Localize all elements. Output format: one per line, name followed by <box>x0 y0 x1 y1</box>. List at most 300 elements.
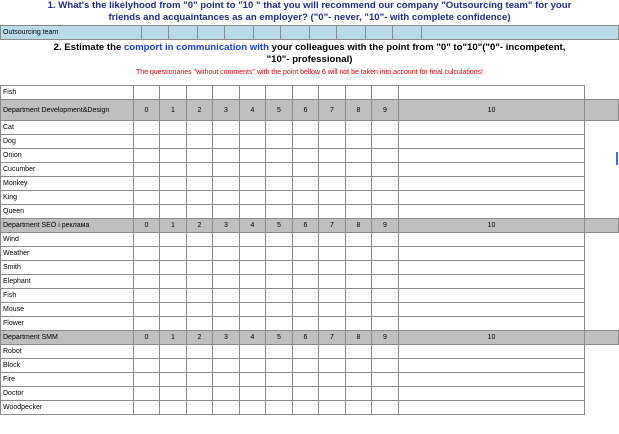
table-row <box>1 289 619 303</box>
rating-cell[interactable] <box>346 135 372 149</box>
scale-label: 1 <box>160 331 187 345</box>
rating-cell[interactable] <box>346 86 372 100</box>
rating-cell[interactable] <box>187 373 213 387</box>
rating-cell[interactable] <box>266 275 293 289</box>
scale-label: 0 <box>134 100 160 121</box>
rating-cell[interactable] <box>213 121 240 135</box>
scale-label: 9 <box>372 100 399 121</box>
rating-cell[interactable] <box>160 121 187 135</box>
table-row <box>1 86 619 100</box>
department-name: Department Development&Design <box>1 100 134 121</box>
rating-cell[interactable] <box>213 177 240 191</box>
rating-cell[interactable] <box>346 401 372 415</box>
rating-cell[interactable] <box>399 135 585 149</box>
scale-label: 0 <box>134 219 160 233</box>
scale-label: 6 <box>293 331 319 345</box>
rating-cell[interactable] <box>266 86 293 100</box>
scale-label: 5 <box>266 331 293 345</box>
rating-cell[interactable] <box>134 303 160 317</box>
rating-cell[interactable] <box>213 149 240 163</box>
rating-cell[interactable] <box>160 387 187 401</box>
rating-cell[interactable] <box>372 359 399 373</box>
rating-cell[interactable] <box>372 191 399 205</box>
rating-cell[interactable] <box>134 373 160 387</box>
rating-cell[interactable] <box>372 401 399 415</box>
rating-cell[interactable] <box>187 387 213 401</box>
rating-cell[interactable] <box>399 177 585 191</box>
rating-cell[interactable] <box>213 233 240 247</box>
rating-cell[interactable] <box>293 191 319 205</box>
rating-cell[interactable] <box>319 303 346 317</box>
rating-cell[interactable] <box>187 191 213 205</box>
rating-cell[interactable] <box>266 261 293 275</box>
rating-cell[interactable] <box>187 303 213 317</box>
rating-cell[interactable] <box>346 149 372 163</box>
rating-cell[interactable] <box>160 261 187 275</box>
rating-cell[interactable] <box>293 177 319 191</box>
rating-cell[interactable] <box>319 163 346 177</box>
rating-cell[interactable] <box>266 135 293 149</box>
rating-cell[interactable] <box>134 135 160 149</box>
rating-cell[interactable] <box>372 149 399 163</box>
rating-cell[interactable] <box>399 359 585 373</box>
rating-cell[interactable] <box>160 177 187 191</box>
table-row <box>1 345 619 359</box>
person-name: Robot <box>1 345 134 359</box>
person-name: Dog <box>1 135 134 149</box>
outsourcing-label: Outsourcing team <box>1 26 142 40</box>
scale-label: 1 <box>160 100 187 121</box>
rating-cell[interactable] <box>372 177 399 191</box>
person-name: King <box>1 191 134 205</box>
rating-cell[interactable] <box>240 191 266 205</box>
table-row <box>1 135 619 149</box>
rating-cell[interactable] <box>160 303 187 317</box>
table-row <box>1 163 619 177</box>
rating-cell[interactable] <box>240 275 266 289</box>
rating-cell[interactable] <box>213 205 240 219</box>
rating-cell[interactable] <box>240 177 266 191</box>
rating-cell[interactable] <box>240 86 266 100</box>
rating-cell[interactable] <box>266 177 293 191</box>
rating-cell[interactable] <box>134 163 160 177</box>
rating-cell[interactable] <box>134 191 160 205</box>
rating-cell[interactable] <box>319 289 346 303</box>
rating-cell[interactable] <box>160 401 187 415</box>
rating-cell[interactable] <box>399 289 585 303</box>
rating-cell[interactable] <box>293 345 319 359</box>
person-name: Mouse <box>1 303 134 317</box>
rating-cell[interactable] <box>319 373 346 387</box>
rating-cell[interactable] <box>372 345 399 359</box>
rating-cell[interactable] <box>372 289 399 303</box>
rating-cell[interactable] <box>213 345 240 359</box>
rating-cell[interactable] <box>399 373 585 387</box>
rating-cell[interactable] <box>160 163 187 177</box>
scale-label: 9 <box>372 219 399 233</box>
person-name: Elephant <box>1 275 134 289</box>
rating-cell[interactable] <box>319 191 346 205</box>
rating-cell[interactable] <box>319 149 346 163</box>
question-2-line-2: "10"- professional) <box>266 53 353 65</box>
question-2 <box>0 42 619 66</box>
warning-note: The questionaries "without comments" with the point bellow 6 will not be taken into account for final culculations! <box>136 69 483 76</box>
rating-cell[interactable] <box>399 233 585 247</box>
rating-cell[interactable] <box>372 387 399 401</box>
rating-cell[interactable] <box>293 401 319 415</box>
rating-cell[interactable] <box>319 86 346 100</box>
rating-cell[interactable] <box>213 317 240 331</box>
rating-cell[interactable] <box>266 233 293 247</box>
rating-cell[interactable] <box>187 275 213 289</box>
rating-cell[interactable] <box>346 303 372 317</box>
rating-cell[interactable] <box>187 233 213 247</box>
rating-cell[interactable] <box>399 345 585 359</box>
rating-cell[interactable] <box>187 121 213 135</box>
rating-cell[interactable] <box>319 121 346 135</box>
rating-cell[interactable] <box>346 359 372 373</box>
rating-cell[interactable] <box>160 86 187 100</box>
table-row <box>1 387 619 401</box>
rating-cell[interactable] <box>240 401 266 415</box>
rating-cell[interactable] <box>266 373 293 387</box>
scale-label: 8 <box>346 219 372 233</box>
rating-cell[interactable] <box>213 135 240 149</box>
person-name: Weather <box>1 247 134 261</box>
rating-cell[interactable] <box>266 401 293 415</box>
person-name: Fire <box>1 373 134 387</box>
question-1-line-2: friends and acquaintances as an employer? ("0"- never, "10"- with complete confidence) <box>108 11 511 23</box>
rating-cell[interactable] <box>372 86 399 100</box>
rating-cell[interactable] <box>293 303 319 317</box>
scale-label: 6 <box>293 100 319 121</box>
rating-cell[interactable] <box>399 303 585 317</box>
rating-cell[interactable] <box>399 163 585 177</box>
rating-cell[interactable] <box>240 261 266 275</box>
rating-cell[interactable] <box>240 163 266 177</box>
rating-cell[interactable] <box>293 275 319 289</box>
scale-label: 4 <box>240 219 266 233</box>
person-name: Monkey <box>1 177 134 191</box>
rating-cell[interactable] <box>293 289 319 303</box>
rating-cell[interactable] <box>134 121 160 135</box>
outsourcing-row[interactable] <box>1 26 619 40</box>
rating-cell[interactable] <box>372 317 399 331</box>
rating-cell[interactable] <box>372 373 399 387</box>
rating-cell[interactable] <box>319 359 346 373</box>
rating-cell[interactable] <box>240 135 266 149</box>
person-name: Woodpecker <box>1 401 134 415</box>
rating-cell[interactable] <box>293 373 319 387</box>
person-name: Cucumber <box>1 163 134 177</box>
rating-cell[interactable] <box>319 387 346 401</box>
rating-cell[interactable] <box>187 177 213 191</box>
scale-label: 10 <box>399 331 585 345</box>
rating-cell[interactable] <box>134 317 160 331</box>
rating-cell[interactable] <box>187 247 213 261</box>
rating-cell[interactable] <box>346 345 372 359</box>
rating-cell[interactable] <box>213 86 240 100</box>
rating-cell[interactable] <box>240 359 266 373</box>
rating-cell[interactable] <box>213 275 240 289</box>
rating-cell[interactable] <box>293 121 319 135</box>
rating-cell[interactable] <box>266 289 293 303</box>
rating-cell[interactable] <box>319 275 346 289</box>
scale-label: 7 <box>319 219 346 233</box>
rating-cell[interactable] <box>240 387 266 401</box>
table-row <box>1 401 619 415</box>
rating-cell[interactable] <box>399 387 585 401</box>
rating-cell[interactable] <box>266 121 293 135</box>
rating-cell[interactable] <box>213 387 240 401</box>
rating-cell[interactable] <box>293 247 319 261</box>
rating-cell[interactable] <box>372 247 399 261</box>
rating-cell[interactable] <box>399 247 585 261</box>
rating-cell[interactable] <box>134 387 160 401</box>
person-name: Flower <box>1 317 134 331</box>
rating-cell[interactable] <box>266 387 293 401</box>
rating-cell[interactable] <box>213 303 240 317</box>
rating-cell[interactable] <box>346 191 372 205</box>
rating-cell[interactable] <box>293 261 319 275</box>
rating-cell[interactable] <box>134 289 160 303</box>
rating-cell[interactable] <box>319 317 346 331</box>
rating-cell[interactable] <box>134 345 160 359</box>
rating-cell[interactable] <box>346 317 372 331</box>
rating-cell[interactable] <box>266 205 293 219</box>
rating-cell[interactable] <box>293 317 319 331</box>
rating-cell[interactable] <box>399 205 585 219</box>
rating-cell[interactable] <box>134 261 160 275</box>
rating-cell[interactable] <box>319 233 346 247</box>
person-name: Wind <box>1 233 134 247</box>
rating-cell[interactable] <box>372 233 399 247</box>
blank-cell <box>585 331 619 345</box>
question-2-prefix: 2. Estimate the <box>53 42 122 53</box>
rating-cell[interactable] <box>399 149 585 163</box>
rating-cell[interactable] <box>134 247 160 261</box>
rating-cell[interactable] <box>399 86 585 100</box>
rating-cell[interactable] <box>160 205 187 219</box>
scale-label: 2 <box>187 219 213 233</box>
rating-cell[interactable] <box>319 345 346 359</box>
scale-label: 7 <box>319 100 346 121</box>
rating-cell[interactable] <box>134 86 160 100</box>
person-name: Fish <box>1 86 134 100</box>
table-row <box>1 247 619 261</box>
rating-cell[interactable] <box>240 121 266 135</box>
rating-cell[interactable] <box>346 233 372 247</box>
rating-cell[interactable] <box>293 359 319 373</box>
rating-cell[interactable] <box>293 387 319 401</box>
rating-cell[interactable] <box>399 275 585 289</box>
scale-label: 3 <box>213 331 240 345</box>
rating-cell[interactable] <box>187 359 213 373</box>
rating-cell[interactable] <box>266 359 293 373</box>
rating-cell[interactable] <box>187 345 213 359</box>
scale-label: 10 <box>399 100 585 121</box>
question-1 <box>0 0 619 24</box>
rating-cell[interactable] <box>187 163 213 177</box>
rating-cell[interactable] <box>187 135 213 149</box>
rating-cell[interactable] <box>213 359 240 373</box>
rating-cell[interactable] <box>240 233 266 247</box>
rating-cell[interactable] <box>293 233 319 247</box>
scale-label: 4 <box>240 100 266 121</box>
blank-cell <box>585 219 619 233</box>
rating-cell[interactable] <box>293 205 319 219</box>
rating-cell[interactable] <box>134 359 160 373</box>
rating-cell[interactable] <box>134 149 160 163</box>
rating-cell[interactable] <box>187 205 213 219</box>
rating-cell[interactable] <box>399 401 585 415</box>
rating-cell[interactable] <box>319 205 346 219</box>
rating-cell[interactable] <box>187 261 213 275</box>
rating-cell[interactable] <box>160 247 187 261</box>
rating-cell[interactable] <box>160 233 187 247</box>
rating-cell[interactable] <box>160 359 187 373</box>
rating-cell[interactable] <box>293 86 319 100</box>
table-row <box>1 373 619 387</box>
rating-cell[interactable] <box>213 401 240 415</box>
rating-cell[interactable] <box>319 261 346 275</box>
rating-cell[interactable] <box>372 261 399 275</box>
rating-cell[interactable] <box>293 149 319 163</box>
scale-label: 5 <box>266 100 293 121</box>
rating-cell[interactable] <box>213 289 240 303</box>
rating-cell[interactable] <box>187 149 213 163</box>
department-header-row <box>1 331 619 345</box>
rating-cell[interactable] <box>266 149 293 163</box>
rating-cell[interactable] <box>160 373 187 387</box>
rating-cell[interactable] <box>134 177 160 191</box>
rating-cell[interactable] <box>372 135 399 149</box>
rating-cell[interactable] <box>240 149 266 163</box>
rating-cell[interactable] <box>187 317 213 331</box>
scale-label: 4 <box>240 331 266 345</box>
rating-cell[interactable] <box>372 205 399 219</box>
rating-cell[interactable] <box>346 247 372 261</box>
rating-cell[interactable] <box>372 121 399 135</box>
rating-cell[interactable] <box>266 317 293 331</box>
rating-cell[interactable] <box>399 317 585 331</box>
rating-cell[interactable] <box>160 345 187 359</box>
person-name: Fish <box>1 289 134 303</box>
table-row <box>1 233 619 247</box>
rating-cell[interactable] <box>319 401 346 415</box>
table-row <box>1 177 619 191</box>
rating-cell[interactable] <box>213 163 240 177</box>
rating-cell[interactable] <box>160 149 187 163</box>
scale-label: 6 <box>293 219 319 233</box>
rating-cell[interactable] <box>134 233 160 247</box>
rating-cell[interactable] <box>266 303 293 317</box>
department-name: Department SMM <box>1 331 134 345</box>
rating-cell[interactable] <box>213 247 240 261</box>
rating-cell[interactable] <box>240 289 266 303</box>
rating-cell[interactable] <box>266 247 293 261</box>
rating-cell[interactable] <box>319 177 346 191</box>
rating-cell[interactable] <box>187 401 213 415</box>
rating-cell[interactable] <box>319 247 346 261</box>
rating-cell[interactable] <box>213 261 240 275</box>
rating-cell[interactable] <box>346 205 372 219</box>
person-name: Block <box>1 359 134 373</box>
rating-cell[interactable] <box>293 135 319 149</box>
rating-cell[interactable] <box>346 261 372 275</box>
rating-cell[interactable] <box>399 261 585 275</box>
rating-cell[interactable] <box>399 191 585 205</box>
rating-cell[interactable] <box>240 247 266 261</box>
rating-cell[interactable] <box>293 163 319 177</box>
rating-cell[interactable] <box>240 317 266 331</box>
rating-cell[interactable] <box>346 163 372 177</box>
table-row <box>1 191 619 205</box>
scale-label: 3 <box>213 100 240 121</box>
rating-cell[interactable] <box>346 387 372 401</box>
rating-cell[interactable] <box>372 275 399 289</box>
table-row <box>1 275 619 289</box>
rating-cell[interactable] <box>240 373 266 387</box>
question-2-suffix: your colleagues with the point from "0" to"10"("0"- incompetent, <box>271 42 566 53</box>
rating-cell[interactable] <box>346 373 372 387</box>
table-row <box>1 121 619 135</box>
rating-cell[interactable] <box>160 135 187 149</box>
rating-cell[interactable] <box>240 345 266 359</box>
table-row <box>1 359 619 373</box>
rating-cell[interactable] <box>187 86 213 100</box>
scale-label: 7 <box>319 331 346 345</box>
rating-cell[interactable] <box>160 289 187 303</box>
scale-label: 5 <box>266 219 293 233</box>
rating-cell[interactable] <box>160 317 187 331</box>
rating-cell[interactable] <box>266 191 293 205</box>
rating-cell[interactable] <box>266 163 293 177</box>
scale-label: 2 <box>187 100 213 121</box>
rating-cell[interactable] <box>134 205 160 219</box>
rating-cell[interactable] <box>346 275 372 289</box>
scale-label: 3 <box>213 219 240 233</box>
rating-cell[interactable] <box>346 121 372 135</box>
rating-cell[interactable] <box>160 191 187 205</box>
rating-cell[interactable] <box>213 191 240 205</box>
table-row <box>1 317 619 331</box>
rating-cell[interactable] <box>160 275 187 289</box>
rating-cell[interactable] <box>213 373 240 387</box>
department-header-row <box>1 219 619 233</box>
rating-cell[interactable] <box>372 163 399 177</box>
rating-cell[interactable] <box>240 303 266 317</box>
rating-cell[interactable] <box>399 121 585 135</box>
person-name: Smith <box>1 261 134 275</box>
question-2-highlight: comport in communication with <box>123 42 269 53</box>
scale-label: 8 <box>346 100 372 121</box>
scale-label: 10 <box>399 219 585 233</box>
table-row <box>1 205 619 219</box>
rating-cell[interactable] <box>266 345 293 359</box>
rating-cell[interactable] <box>187 289 213 303</box>
rating-cell[interactable] <box>346 177 372 191</box>
outsourcing-table <box>0 25 619 40</box>
table-row <box>1 261 619 275</box>
rating-cell[interactable] <box>319 135 346 149</box>
rating-cell[interactable] <box>372 303 399 317</box>
rating-cell[interactable] <box>134 275 160 289</box>
rating-cell[interactable] <box>134 401 160 415</box>
rating-cell[interactable] <box>240 205 266 219</box>
scale-label: 9 <box>372 331 399 345</box>
rating-cell[interactable] <box>346 289 372 303</box>
